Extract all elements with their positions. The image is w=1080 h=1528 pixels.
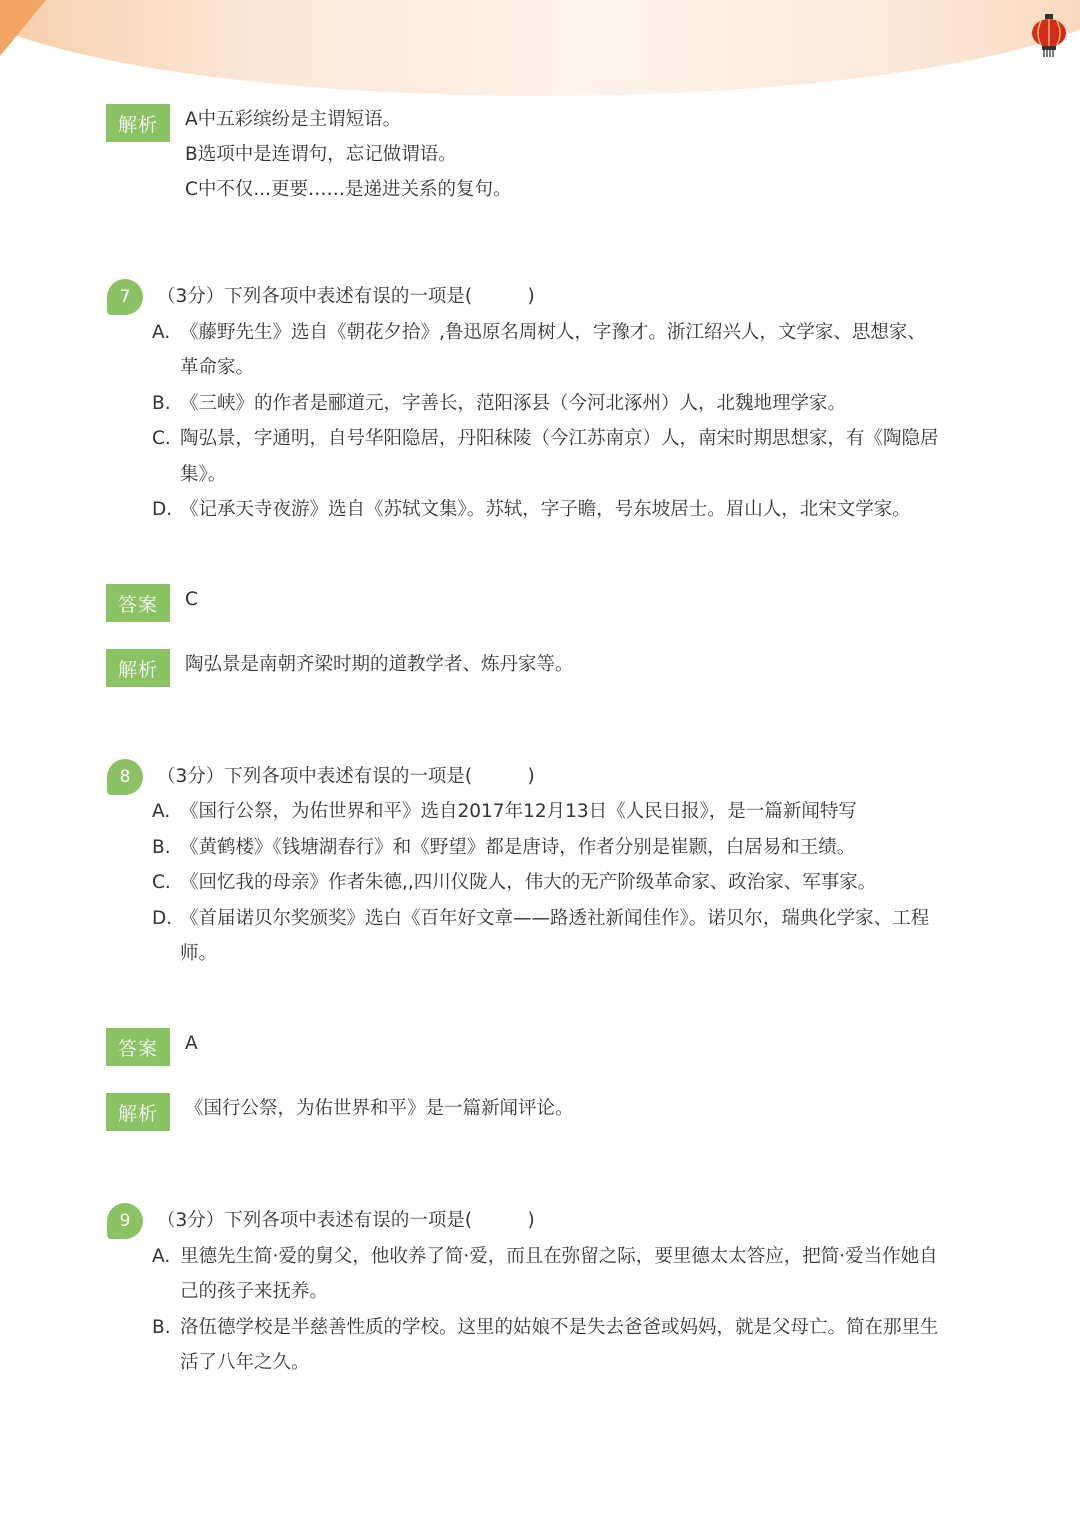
option-letter: C.	[152, 428, 171, 449]
question-number-badge: 7	[107, 279, 143, 315]
option-letter: A.	[152, 1246, 171, 1267]
question-stem: （3分）下列各项中表述有误的一项是( )	[157, 766, 535, 787]
question-stem: （3分）下列各项中表述有误的一项是( )	[157, 1210, 535, 1231]
option-letter: D.	[152, 499, 173, 520]
answer-value: A	[185, 1033, 198, 1054]
option-letter: A.	[152, 801, 171, 822]
option-letter: C.	[152, 872, 171, 893]
header-arc-decoration	[0, 0, 1080, 96]
option-letter: D.	[152, 908, 173, 929]
analysis-text: 陶弘景是南朝齐梁时期的道教学者、炼丹家等。	[185, 654, 574, 675]
analysis-tag: 解析	[106, 649, 170, 687]
analysis-text: 《国行公祭，为佑世界和平》是一篇新闻评论。	[185, 1098, 574, 1119]
option-text: 活了八年之久。	[180, 1352, 310, 1373]
question-number-badge: 9	[107, 1203, 143, 1239]
option-text: 革命家。	[180, 357, 255, 378]
option-text: 《三峡》的作者是郦道元，字善长，范阳涿县（今河北涿州）人，北魏地理学家。	[180, 393, 847, 414]
option-text: 集》。	[180, 464, 227, 485]
answer-tag: 答案	[106, 1028, 170, 1066]
option-text: 《黄鹤楼》《钱塘湖春行》和《野望》都是唐诗，作者分别是崔颢，白居易和王绩。	[180, 837, 856, 858]
option-text: 《首届诺贝尔奖颁奖》选白《百年好文章——路透社新闻佳作》。诺贝尔，瑞典化学家、工程	[180, 908, 930, 929]
option-letter: B.	[152, 393, 171, 414]
option-text: 《国行公祭，为佑世界和平》选自2017年12月13日《人民日报》，是一篇新闻特写	[180, 801, 857, 822]
option-letter: B.	[152, 1317, 171, 1338]
option-text: 师。	[180, 943, 218, 964]
answer-tag: 答案	[106, 584, 170, 622]
option-text: 《回忆我的母亲》作者朱德,,四川仪陇人，伟大的无产阶级革命家、政治家、军事家。	[180, 872, 877, 893]
option-text: 己的孩子来抚养。	[180, 1281, 329, 1302]
option-letter: A.	[152, 322, 171, 343]
option-text: 陶弘景，字通明，自号华阳隐居，丹阳秣陵（今江苏南京）人，南宋时期思想家，有《陶隐居	[180, 428, 939, 449]
answer-value: C	[185, 589, 198, 610]
analysis-line: A中五彩缤纷是主谓短语。	[185, 109, 402, 130]
option-text: 里德先生简·爱的舅父，他收养了简·爱，而且在弥留之际，要里德太太答应，把简·爱当作她自	[180, 1246, 938, 1267]
analysis-tag: 解析	[106, 104, 170, 142]
option-text: 洛伍德学校是半慈善性质的学校。这里的姑娘不是失去爸爸或妈妈，就是父母亡。简在那里生	[180, 1317, 939, 1338]
lantern-icon	[1028, 12, 1070, 58]
option-text: 《记承天寺夜游》选自《苏轼文集》。苏轼，字子瞻，号东坡居士。眉山人，北宋文学家。	[180, 499, 911, 520]
analysis-line: B选项中是连谓句，忘记做谓语。	[185, 144, 457, 165]
analysis-tag: 解析	[106, 1093, 170, 1131]
header-corner-decoration	[0, 0, 46, 56]
question-stem: （3分）下列各项中表述有误的一项是( )	[157, 286, 535, 307]
option-text: 《藤野先生》选自《朝花夕拾》,鲁迅原名周树人，字豫才。浙江绍兴人，文学家、思想家、	[180, 322, 926, 343]
analysis-line: C中不仅...更要……是递进关系的复句。	[185, 179, 512, 200]
question-number-badge: 8	[107, 759, 143, 795]
option-letter: B.	[152, 837, 171, 858]
